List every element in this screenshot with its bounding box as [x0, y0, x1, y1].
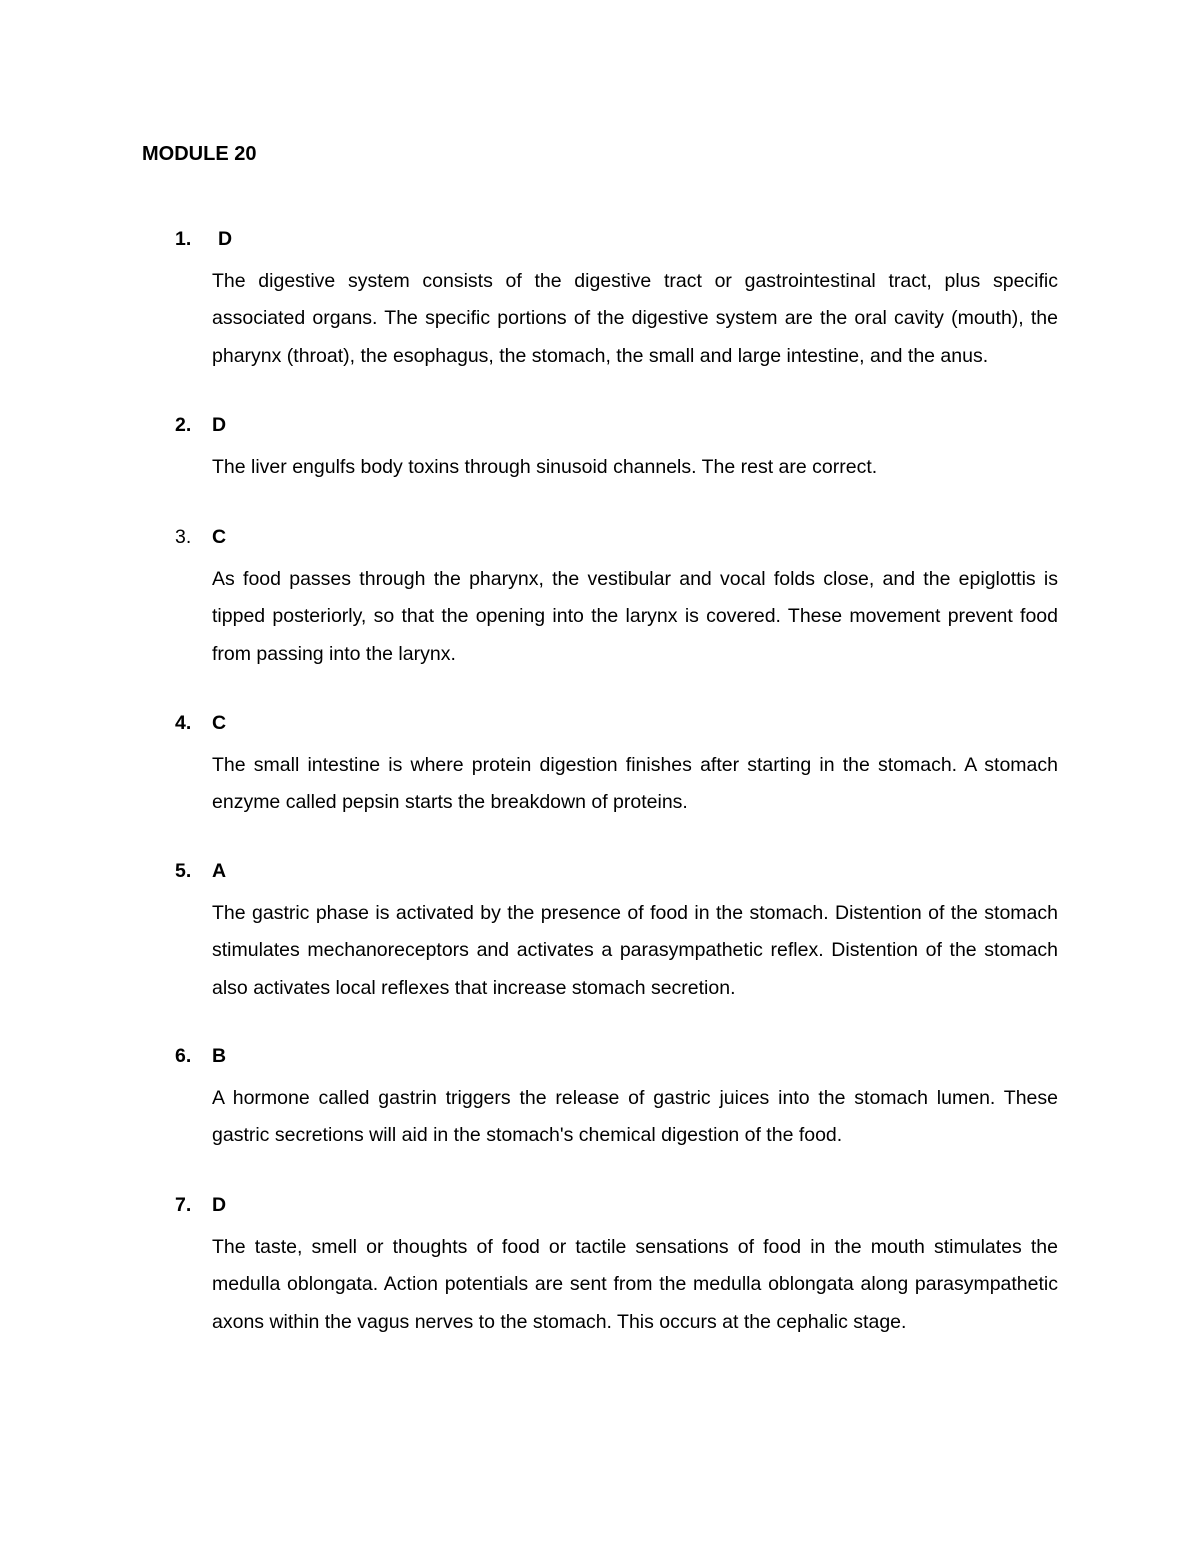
item-explanation: The digestive system consists of the digestive tract or gastrointestinal tract, plus specific associated organs. The specific portions of the digestive system are the oral cavity (mouth), the pharynx (throat), the esophagus, the stomach, the small and large intestine, and the anus. [212, 270, 1058, 367]
answer-item-7 [142, 1192, 1058, 1341]
item-answer-letter: A [212, 860, 227, 882]
answer-item-header [142, 524, 1058, 550]
module-title: MODULE 20 [142, 143, 257, 165]
answer-item-6 [142, 1043, 1058, 1155]
item-answer-letter: B [212, 1045, 227, 1067]
answer-item-header [142, 710, 1058, 736]
item-number: 6. [175, 1045, 192, 1067]
answer-item-header [142, 412, 1058, 438]
item-answer-letter: D [212, 414, 227, 436]
answer-item-5 [142, 858, 1058, 1007]
item-explanation: The liver engulfs body toxins through sinusoid channels. The rest are correct. [212, 456, 878, 478]
item-explanation: As food passes through the pharynx, the vestibular and vocal folds close, and the epiglottis is tipped posteriorly, so that the opening into the larynx is covered. These movement prevent food from passing into the larynx. [212, 568, 1058, 665]
item-number: 4. [175, 712, 192, 734]
item-answer-letter: C [212, 712, 227, 734]
answer-item-header [142, 1192, 1058, 1218]
item-explanation: The taste, smell or thoughts of food or tactile sensations of food in the mouth stimulates the medulla oblongata. Action potentials are sent from the medulla oblongata along parasympathetic axons within the vagus nerves to the stomach. This occurs at the cephalic stage. [212, 1236, 1058, 1333]
item-answer-letter: D [218, 228, 233, 250]
answer-item-4 [142, 710, 1058, 822]
answer-item-2 [142, 412, 1058, 486]
answer-item-1 [142, 226, 1058, 375]
item-answer-letter: C [212, 526, 227, 548]
item-number: 3. [175, 526, 192, 548]
item-number: 2. [175, 414, 192, 436]
item-explanation: A hormone called gastrin triggers the release of gastric juices into the stomach lumen. These gastric secretions will aid in the stomach's chemical digestion of the food. [212, 1087, 1058, 1147]
answer-item-header [142, 858, 1058, 884]
answer-item-header [142, 1043, 1058, 1069]
item-answer-letter: D [212, 1194, 227, 1216]
item-number: 1. [175, 228, 192, 250]
answer-item-3 [142, 524, 1058, 673]
answer-item-header [142, 226, 1058, 252]
item-explanation: The gastric phase is activated by the presence of food in the stomach. Distention of the stomach stimulates mechanoreceptors and activates a parasympathetic reflex. Distention of the stomach also activates local reflexes that increase stomach secretion. [212, 902, 1058, 999]
item-explanation: The small intestine is where protein digestion finishes after starting in the stomach. A stomach enzyme called pepsin starts the breakdown of proteins. [212, 754, 1058, 814]
item-number: 7. [175, 1194, 192, 1216]
item-number: 5. [175, 860, 192, 882]
